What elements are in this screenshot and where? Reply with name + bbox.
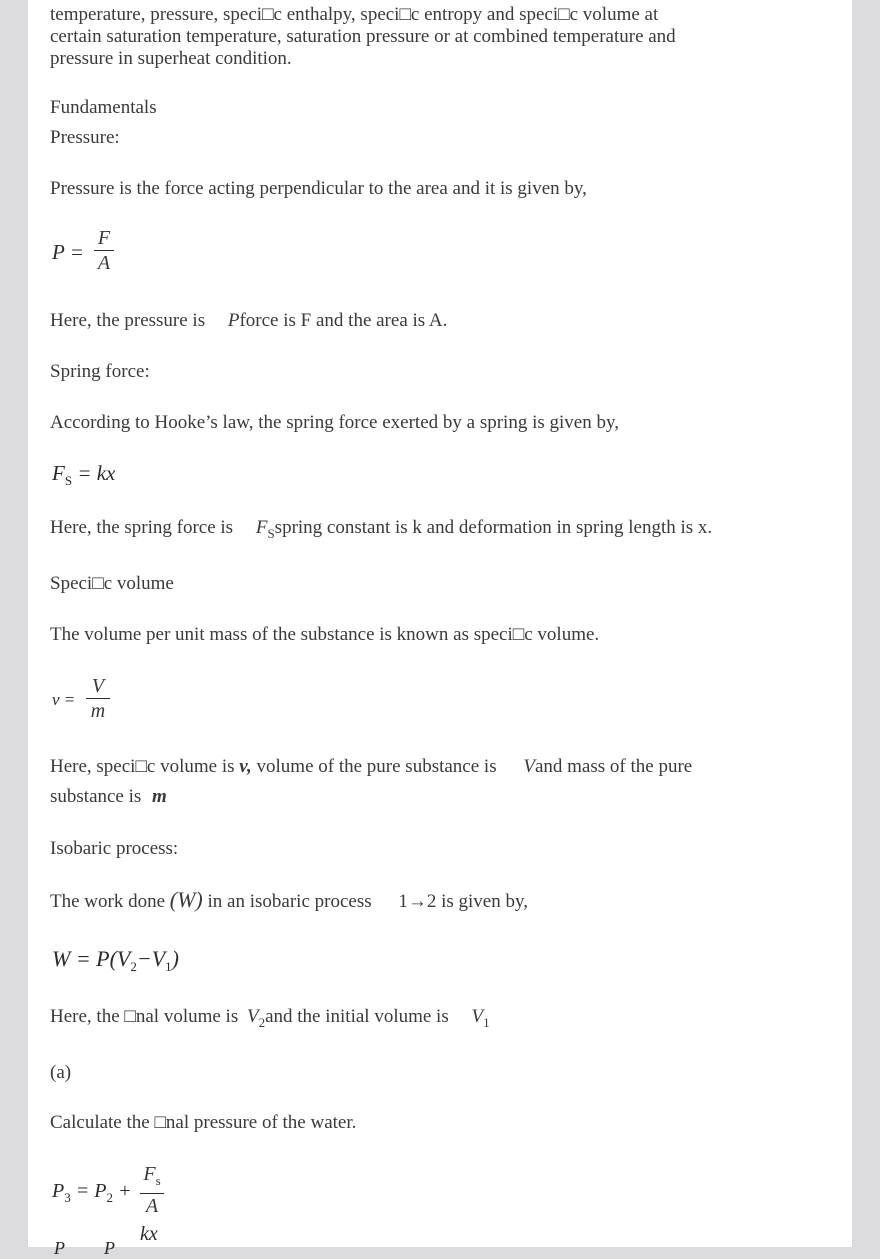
isobaric-work-process: 1→2 (398, 891, 437, 912)
specific-volume-explanation-prefix: Here, speci□c volume is (50, 756, 235, 777)
isobaric-explanation-V1: V (471, 1006, 484, 1027)
part-a-fraction (140, 1162, 164, 1218)
isobaric-explanation (50, 1006, 490, 1034)
pressure-explanation-symbol: P (227, 310, 240, 331)
part-a-formula-P2-sub: 2 (106, 1190, 113, 1205)
part-a-next-num: kx (140, 1223, 158, 1245)
spring-formula-rhs: = kx (77, 461, 116, 485)
spring-formula-sub: S (64, 473, 73, 488)
specific-volume-fraction (86, 674, 110, 723)
isobaric-formula-mid: −V (136, 946, 166, 971)
isobaric-heading: Isobaric process: (50, 838, 179, 859)
part-a-formula-lhs (52, 1180, 131, 1206)
specific-volume-heading: Speci□c volume (50, 573, 174, 594)
spring-description: According to Hooke’s law, the spring force exerted by a spring is given by, (50, 412, 619, 433)
isobaric-explanation-V1-sub: 1 (483, 1015, 490, 1030)
isobaric-explanation-V2-sub: 2 (258, 1015, 266, 1030)
isobaric-work-prefix: The work done (50, 891, 166, 912)
intro-line-1: temperature, pressure, speci□c enthalpy, speci□c entropy and speci□c volume at (50, 4, 659, 25)
isobaric-explanation-prefix: Here, the □nal volume is (50, 1006, 239, 1027)
isobaric-formula-sub2: 2 (130, 959, 137, 974)
pressure-fraction-num: F (97, 227, 111, 249)
specific-volume-fraction-num: V (91, 675, 105, 697)
specific-volume-explanation-line-2 (50, 786, 167, 808)
pressure-explanation-suffix: force is F and the area is A. (239, 310, 448, 331)
part-a-formula-eq: = P (75, 1180, 107, 1202)
isobaric-formula-sub1: 1 (165, 959, 172, 974)
fundamentals-heading: Fundamentals (50, 97, 157, 118)
document-page (28, 0, 852, 1258)
intro-line-2: certain saturation temperature, saturation pressure or at combined temperature and (50, 26, 676, 47)
specific-volume-explanation-m: m (152, 786, 167, 807)
specific-volume-explanation-line2-prefix: substance is (50, 786, 142, 807)
specific-volume-explanation-suffix: and mass of the pure (534, 756, 693, 777)
part-a-formula-plus: + (117, 1180, 132, 1202)
part-a-next-P2: P (104, 1238, 115, 1258)
part-a-description: Calculate the □nal pressure of the water. (50, 1112, 357, 1133)
part-a-formula-P3-sub: 3 (64, 1190, 71, 1205)
pressure-heading: Pressure: (50, 127, 120, 148)
spring-explanation-prefix: Here, the spring force is (50, 517, 234, 538)
spring-formula (52, 461, 115, 489)
spring-formula-F: F (52, 461, 65, 485)
pressure-formula-lhs: P = (52, 240, 84, 264)
specific-volume-explanation-line-1 (50, 756, 692, 778)
isobaric-work-middle: in an isobaric process (207, 891, 372, 912)
spring-explanation-symbol: F (255, 517, 268, 538)
pressure-fraction (94, 226, 114, 275)
specific-volume-explanation-v: v, (239, 756, 252, 777)
isobaric-explanation-middle: and the initial volume is (265, 1006, 449, 1027)
isobaric-formula-main: W = P(V (52, 946, 131, 971)
isobaric-work-line (50, 889, 528, 913)
part-a-fraction-num (143, 1162, 160, 1193)
pressure-explanation-prefix: Here, the pressure is (50, 310, 206, 331)
intro-line-3: pressure in superheat condition. (50, 48, 292, 69)
spring-explanation (50, 517, 712, 545)
isobaric-formula (52, 946, 179, 975)
pressure-description: Pressure is the force acting perpendicular to the area and it is given by, (50, 178, 587, 199)
part-a-formula-P3: P (52, 1180, 65, 1202)
spring-explanation-suffix: spring constant is k and deformation in spring length is x. (274, 517, 713, 538)
specific-volume-explanation-V: V (523, 756, 535, 777)
part-a-fraction-num-sub: s (155, 1173, 161, 1188)
pressure-fraction-den: A (97, 252, 111, 275)
part-a-fraction-num-F: F (143, 1163, 156, 1185)
pressure-explanation (50, 310, 447, 332)
part-a-label: (a) (50, 1062, 72, 1083)
specific-volume-explanation-middle: volume of the pure substance is (256, 756, 497, 777)
isobaric-work-symbol: (W) (169, 887, 203, 912)
part-a-fraction-den: A (145, 1195, 159, 1218)
isobaric-work-suffix: is given by, (441, 891, 529, 912)
specific-volume-fraction-den: m (90, 700, 106, 723)
isobaric-explanation-V2: V (246, 1006, 259, 1027)
specific-volume-description: The volume per unit mass of the substance is known as speci□c volume. (50, 624, 600, 645)
isobaric-formula-end: ) (171, 946, 179, 971)
specific-volume-formula-lhs: v = (52, 690, 76, 709)
spring-heading: Spring force: (50, 361, 150, 382)
part-a-next-P: P (54, 1238, 65, 1258)
spring-explanation-symbol-sub: S (267, 526, 275, 541)
